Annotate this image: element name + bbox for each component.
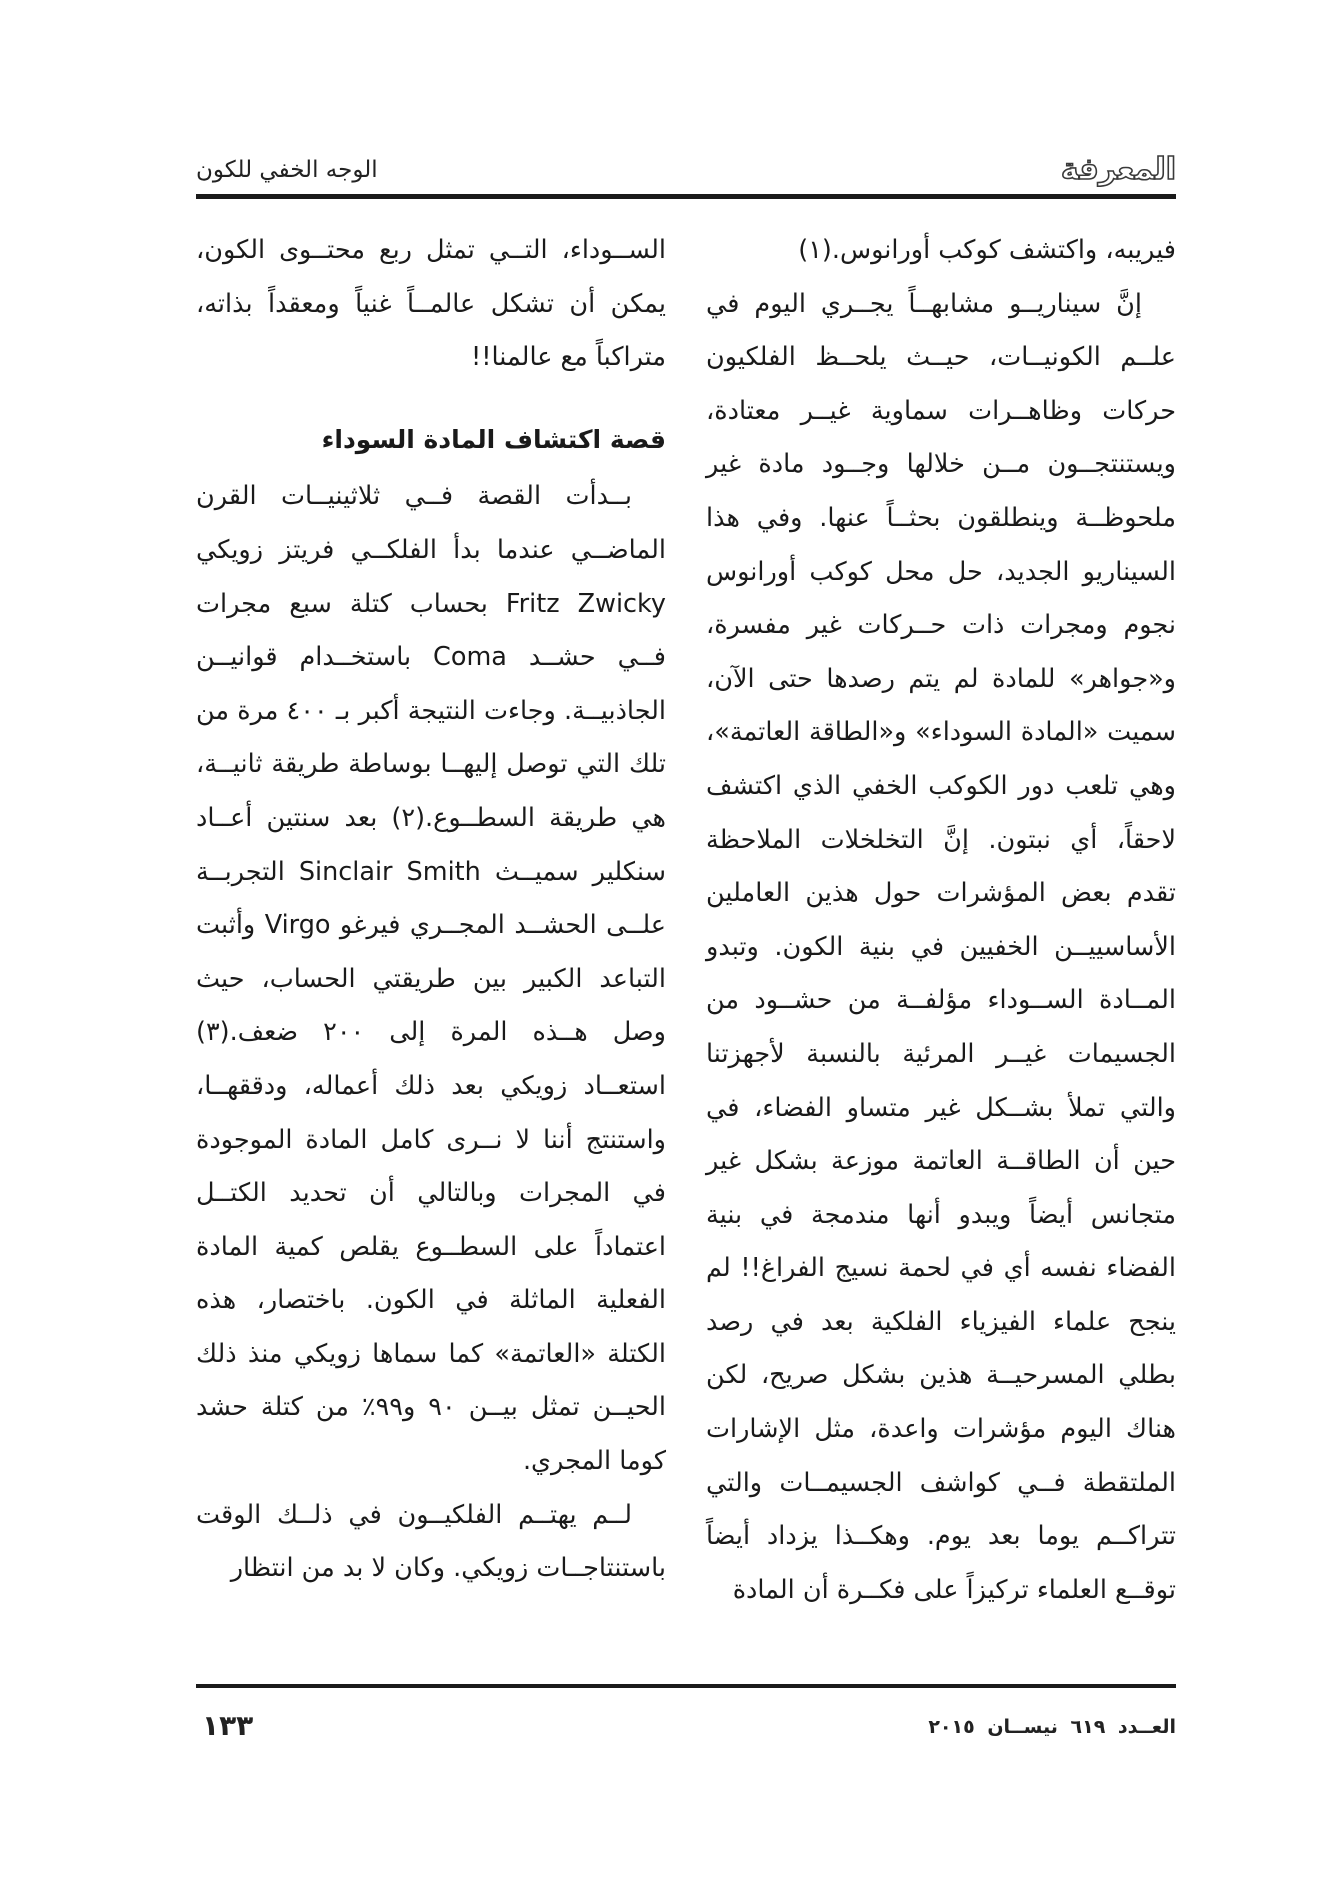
section-heading: قصة اكتشاف المادة السوداء	[321, 424, 666, 454]
issue-info: العــدد ٦١٩ نيســان ٢٠١٥	[928, 1716, 1176, 1738]
paragraph: بــدأت القصة فــي ثلاثينيــات القرن الماضــي عندما بدأ الفلكــي فريتز زويكي Fritz Zwicky بحساب كتلة سبع مجرات فــي حشــد Coma باستخــدام قوانيــن الجاذبيــة. وجاءت النتيجة أكبر بـ ٤٠٠ مرة من تلك التي توصل إليهــا بوساطة طريقة ثانيــة، هي طريقة السطــوع.(٢) بعد سنتين أعــاد سنكلير سميــث Sinclair Smith التجربــة علــى الحشــد المجــري فيرغو Virgo وأثبت التباعد الكبير بين طريقتي الحساب، حيث وصل هــذه المرة إلى ٢٠٠ ضعف.(٣) استعــاد زويكي بعد ذلك أعماله، ودققهــا، واستنتج أننا لا نــرى كامل المادة الموجودة في المجرات وبالتالي أن تحديد الكتــل اعتماداً على السطــوع يقلص كمية المادة الفعلية الماثلة في الكون. باختصار، هذه الكتلة «العاتمة» كما سماها زويكي منذ ذلك الحيــن تمثل بيــن ٩٠ و٩٩٪ من كتلة حشد كوما المجري.	[196, 481, 667, 1477]
page-number: ١٣٣	[202, 1709, 254, 1742]
running-title: الوجه الخفي للكون	[196, 157, 378, 183]
spacer	[196, 385, 666, 399]
footer-rule	[196, 1684, 1176, 1688]
paragraph: إنَّ سيناريــو مشابهــاً يجــري اليوم في علــم الكونيــات، حيــث يلحــظ الفلكيون حركات وظاهــرات سماوية غيــر معتادة، ويستنتجــون مــن خلالها وجــود مادة غير ملحوظــة وينطلقون بحثــاً عنها. وفي هذا السيناريو الجديد، حل محل كوكب أورانوس نجوم ومجرات ذات حــركات غير مفسرة، و«جواهر» للمادة لم يتم رصدها حتى الآن، سميت «المادة السوداء» و«الطاقة العاتمة»، وهي تلعب دور الكوكب الخفي الذي اكتشف لاحقاً، أي نبتون. إنَّ التخلخلات الملاحظة تقدم بعض المؤشرات حول هذين العاملين الأساسييــن الخفيين في بنية الكون. وتبدو المــادة الســوداء مؤلفــة من حشــود من الجسيمات غيــر المرئية بالنسبة لأجهزتنا والتي تملأ بشــكل غير متساو الفضاء، في حين أن الطاقــة العاتمة موزعة بشكل غير متجانس أيضاً ويبدو أنها مندمجة في بنية الفضاء نفسه أي في لحمة نسيج الفراغ!! لم ينجح علماء الفيزياء الفلكية بعد في رصد بطلي المسرحيــة هذين بشكل صريح، لكن هناك اليوم مؤشرات واعدة، مثل الإشارات الملتقطة فــي كواشف الجسيمــات والتي تتراكــم يوما بعد يوم. وهكــذا يزداد أيضاً توقــع العلماء تركيزاً على فكــرة أن المادة	[706, 288, 1176, 1605]
right-column	[706, 224, 1176, 1617]
page-header	[196, 148, 1176, 194]
paragraph: فيريبه، واكتشف كوكب أورانوس.(١)	[798, 235, 1176, 265]
header-rule	[196, 194, 1176, 199]
paragraph: الســوداء، التــي تمثل ربع محتــوى الكون، يمكن أن تشكل عالمــاً غنياً ومعقداً بذاته، متراكباً مع عالمنا!!	[196, 235, 666, 373]
paragraph: لــم يهتــم الفلكيــون في ذلــك الوقت باستنتاجــات زويكي. وكان لا بد من انتظار	[196, 1499, 666, 1584]
page-footer	[196, 1708, 1176, 1748]
left-column	[196, 224, 666, 1596]
magazine-logo: المعرفة	[1060, 152, 1176, 187]
